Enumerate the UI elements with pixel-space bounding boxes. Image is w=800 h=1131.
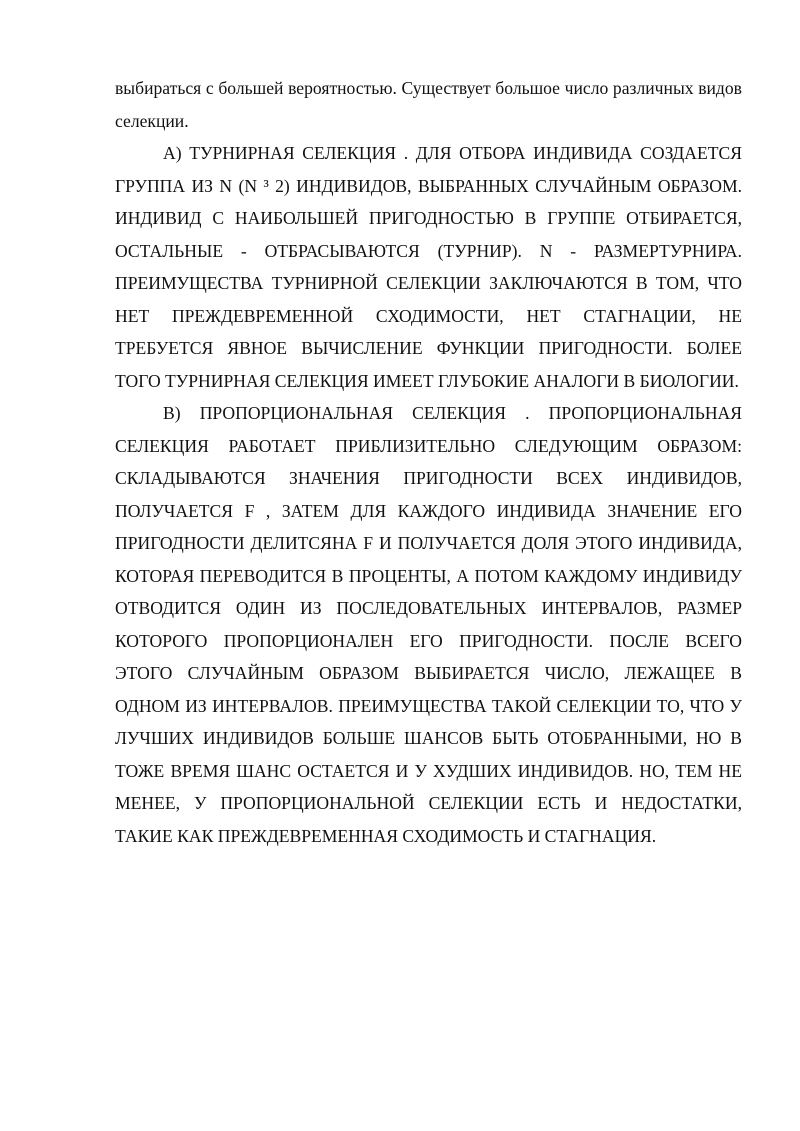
section-b-paragraph — [115, 397, 742, 852]
intro-paragraph — [115, 72, 742, 137]
section-b-label: В) ПРОПОРЦИОНАЛЬНАЯ СЕЛЕКЦИЯ . — [163, 403, 530, 423]
section-a-label: А) ТУРНИРНАЯ СЕЛЕКЦИЯ . — [163, 143, 409, 163]
section-a-text: ДЛЯ ОТБОРА ИНДИВИДА СОЗДАЕТСЯ ГРУППА ИЗ N (N ³ 2) ИНДИВИДОВ, ВЫБРАННЫХ СЛУЧАЙНЫМ ОБРАЗОМ. ИНДИВИД С НАИБОЛЬШЕЙ ПРИГОДНОСТЬЮ В ГРУППЕ ОТБИРАЕТСЯ, ОСТАЛЬНЫЕ - ОТБРАСЫВАЮТСЯ (ТУРНИР). N - РАЗМЕРТУРНИРА. ПРЕИМУЩЕСТВА ТУРНИРНОЙ СЕЛЕКЦИИ ЗАКЛЮЧАЮТСЯ В ТОМ, ЧТО НЕТ ПРЕЖДЕВРЕМЕННОЙ СХОДИМОСТИ, НЕТ СТАГНАЦИИ, НЕ ТРЕБУЕТСЯ ЯВНОЕ ВЫЧИСЛЕНИЕ ФУНКЦИИ ПРИГОДНОСТИ. БОЛЕЕ ТОГО ТУРНИРНАЯ СЕЛЕКЦИЯ ИМЕЕТ ГЛУБОКИЕ АНАЛОГИ В БИОЛОГИИ. — [115, 143, 742, 391]
section-b-text: ПРОПОРЦИОНАЛЬНАЯ СЕЛЕКЦИЯ РАБОТАЕТ ПРИБЛИЗИТЕЛЬНО СЛЕДУЮЩИМ ОБРАЗОМ: СКЛАДЫВАЮТСЯ ЗНАЧЕНИЯ ПРИГОДНОСТИ ВСЕХ ИНДИВИДОВ, ПОЛУЧАЕТСЯ F , ЗАТЕМ ДЛЯ КАЖДОГО ИНДИВИДА ЗНАЧЕНИЕ ЕГО ПРИГОДНОСТИ ДЕЛИТСЯНА F И ПОЛУЧАЕТСЯ ДОЛЯ ЭТОГО ИНДИВИДА, КОТОРАЯ ПЕРЕВОДИТСЯ В ПРОЦЕНТЫ, А ПОТОМ КАЖДОМУ ИНДИВИДУ ОТВОДИТСЯ ОДИН ИЗ ПОСЛЕДОВАТЕЛЬНЫХ ИНТЕРВАЛОВ, РАЗМЕР КОТОРОГО ПРОПОРЦИОНАЛЕН ЕГО ПРИГОДНОСТИ. ПОСЛЕ ВСЕГО ЭТОГО СЛУЧАЙНЫМ ОБРАЗОМ ВЫБИРАЕТСЯ ЧИСЛО, ЛЕЖАЩЕЕ В ОДНОМ ИЗ ИНТЕРВАЛОВ. ПРЕИМУЩЕСТВА ТАКОЙ СЕЛЕКЦИИ ТО, ЧТО У ЛУЧШИХ ИНДИВИДОВ БОЛЬШЕ ШАНСОВ БЫТЬ ОТОБРАННЫМИ, НО В ТОЖЕ ВРЕМЯ ШАНС ОСТАЕТСЯ И У ХУДШИХ ИНДИВИДОВ. НО, ТЕМ НЕ МЕНЕЕ, У ПРОПОРЦИОНАЛЬНОЙ СЕЛЕКЦИИ ЕСТЬ И НЕДОСТАТКИ, ТАКИЕ КАК ПРЕЖДЕВРЕМЕННАЯ СХОДИМОСТЬ И СТАГНАЦИЯ. — [115, 403, 742, 846]
intro-text: выбираться с большей вероятностью. Существует большое число различных видов селекции. — [115, 78, 742, 131]
section-a-paragraph — [115, 137, 742, 397]
document-page — [115, 72, 742, 852]
